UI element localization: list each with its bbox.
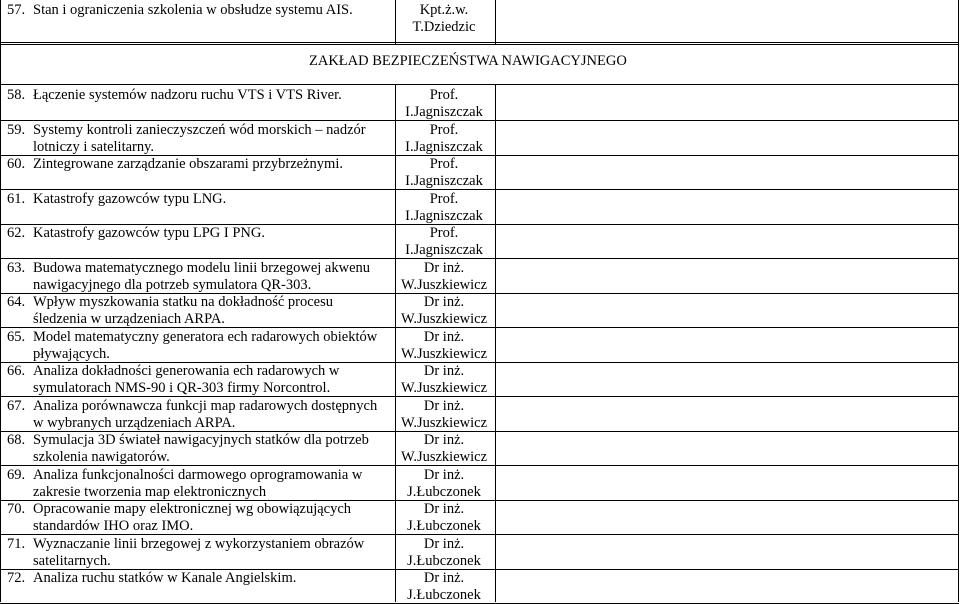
table-row (0, 2, 959, 42)
row-number: 62. (7, 225, 26, 241)
supervisor-line: J.Łubczonek (407, 587, 481, 603)
table-row (0, 467, 959, 500)
supervisor-line: Prof. (429, 122, 459, 138)
table-row (0, 536, 959, 569)
supervisor-line: I.Jagniszczak (405, 242, 483, 258)
topic-title-line: nawigacyjnego dla potrzeb symulatora QR-303. (33, 277, 312, 293)
row-number: 64. (7, 294, 26, 310)
table-row (0, 191, 959, 224)
row-number: 72. (7, 570, 26, 586)
table-row (0, 122, 959, 155)
topic-title-line: Wyznaczanie linii brzegowej z wykorzystaniem obrazów (33, 536, 365, 552)
topic-title-line: Analiza porównawcza funkcji map radarowych dostępnych (33, 398, 378, 414)
topic-title-line: Wpływ myszkowania statku na dokładność procesu (33, 294, 333, 310)
supervisor-line: Kpt.ż.w. (419, 2, 469, 18)
section-left-border (0, 44, 1, 84)
supervisor-line: W.Juszkiewicz (400, 415, 488, 431)
row-number: 69. (7, 467, 26, 483)
topic-title-line: Budowa matematycznego modelu linii brzegowej akwenu (33, 260, 371, 276)
row-number: 61. (7, 191, 26, 207)
supervisor-line: Dr inż. (423, 570, 465, 586)
supervisor-line: I.Jagniszczak (405, 104, 483, 120)
topic-title-line: Symulacja 3D świateł nawigacyjnych statków dla potrzeb (33, 432, 369, 448)
row-number: 58. (7, 87, 26, 103)
row-number: 65. (7, 329, 26, 345)
section-right-border (958, 44, 959, 84)
topic-title-line: Zintegrowane zarządzanie obszarami przybrzeżnymi. (33, 156, 343, 172)
row-number: 57. (7, 2, 26, 18)
section-heading: ZAKŁAD BEZPIECZEŃSTWA NAWIGACYJNEGO (309, 53, 627, 69)
topic-title-line: Katastrofy gazowców typu LNG. (33, 191, 227, 207)
table-row (0, 329, 959, 362)
supervisor-line: Prof. (429, 191, 459, 207)
topic-title-line: lotniczy i satelitarny. (33, 139, 155, 155)
supervisor-line: T.Dziedzic (412, 19, 476, 35)
topic-title-line: Opracowanie mapy elektronicznej wg obowiązujących (33, 501, 352, 517)
supervisor-line: I.Jagniszczak (405, 208, 483, 224)
row-number: 60. (7, 156, 26, 172)
supervisor-line: W.Juszkiewicz (400, 311, 488, 327)
table-row (0, 363, 959, 396)
supervisor-line: Dr inż. (423, 294, 465, 310)
topic-title-line: Stan i ograniczenia szkolenia w obsłudze systemu AIS. (33, 2, 353, 18)
supervisor-line: Dr inż. (423, 398, 465, 414)
row-number: 71. (7, 536, 26, 552)
supervisor-line: W.Juszkiewicz (400, 380, 488, 396)
topic-title-line: Katastrofy gazowców typu LPG I PNG. (33, 225, 265, 241)
topic-title-line: Analiza funkcjonalności darmowego oprogramowania w (33, 467, 363, 483)
row-number: 59. (7, 122, 26, 138)
topic-title-line: Systemy kontroli zanieczyszczeń wód morskich – nadzór (33, 122, 366, 138)
supervisor-line: Prof. (429, 87, 459, 103)
topic-title-line: Model matematyczny generatora ech radarowych obiektów (33, 329, 378, 345)
supervisor-line: Prof. (429, 156, 459, 172)
topic-title-line: zakresie tworzenia map elektronicznych (33, 484, 267, 500)
row-divider (0, 42, 959, 43)
supervisor-line: J.Łubczonek (407, 484, 481, 500)
row-number: 66. (7, 363, 26, 379)
supervisor-line: J.Łubczonek (407, 518, 481, 534)
table-row (0, 501, 959, 534)
supervisor-line: W.Juszkiewicz (400, 277, 488, 293)
topic-title-line: Analiza dokładności generowania ech radarowych w (33, 363, 340, 379)
table-row (0, 87, 959, 120)
row-number: 67. (7, 398, 26, 414)
topic-title-line: standardów IHO oraz IMO. (33, 518, 194, 534)
supervisor-line: Dr inż. (423, 501, 465, 517)
supervisor-line: Dr inż. (423, 260, 465, 276)
supervisor-line: Dr inż. (423, 329, 465, 345)
supervisor-line: Dr inż. (423, 363, 465, 379)
table-row (0, 294, 959, 327)
topic-title-line: Łączenie systemów nadzoru ruchu VTS i VTS River. (33, 87, 342, 103)
supervisor-line: Dr inż. (423, 536, 465, 552)
table-row (0, 398, 959, 431)
supervisor-line: Prof. (429, 225, 459, 241)
supervisor-line: W.Juszkiewicz (400, 449, 488, 465)
supervisor-line: I.Jagniszczak (405, 173, 483, 189)
table-row (0, 225, 959, 258)
supervisor-line: I.Jagniszczak (405, 139, 483, 155)
row-number: 68. (7, 432, 26, 448)
supervisor-line: W.Juszkiewicz (400, 346, 488, 362)
section-heading-bottom-rule (0, 84, 959, 85)
topic-title-line: symulatorach NMS-90 i QR-303 firmy Norcontrol. (33, 380, 331, 396)
row-number: 70. (7, 501, 26, 517)
supervisor-line: J.Łubczonek (407, 553, 481, 569)
section-heading-top-rule (0, 44, 959, 45)
table-row (0, 156, 959, 189)
table-row (0, 432, 959, 465)
row-number: 63. (7, 260, 26, 276)
topic-title-line: w wybranych urządzeniach ARPA. (33, 415, 236, 431)
topic-title-line: Analiza ruchu statków w Kanale Angielskim. (33, 570, 297, 586)
topic-title-line: śledzenia w urządzeniach ARPA. (33, 311, 225, 327)
table-row (0, 260, 959, 293)
topic-title-line: satelitarnych. (33, 553, 111, 569)
supervisor-line: Dr inż. (423, 432, 465, 448)
topic-title-line: pływających. (33, 346, 110, 362)
supervisor-line: Dr inż. (423, 467, 465, 483)
table-row (0, 570, 959, 603)
topic-title-line: szkolenia nawigatorów. (33, 449, 170, 465)
